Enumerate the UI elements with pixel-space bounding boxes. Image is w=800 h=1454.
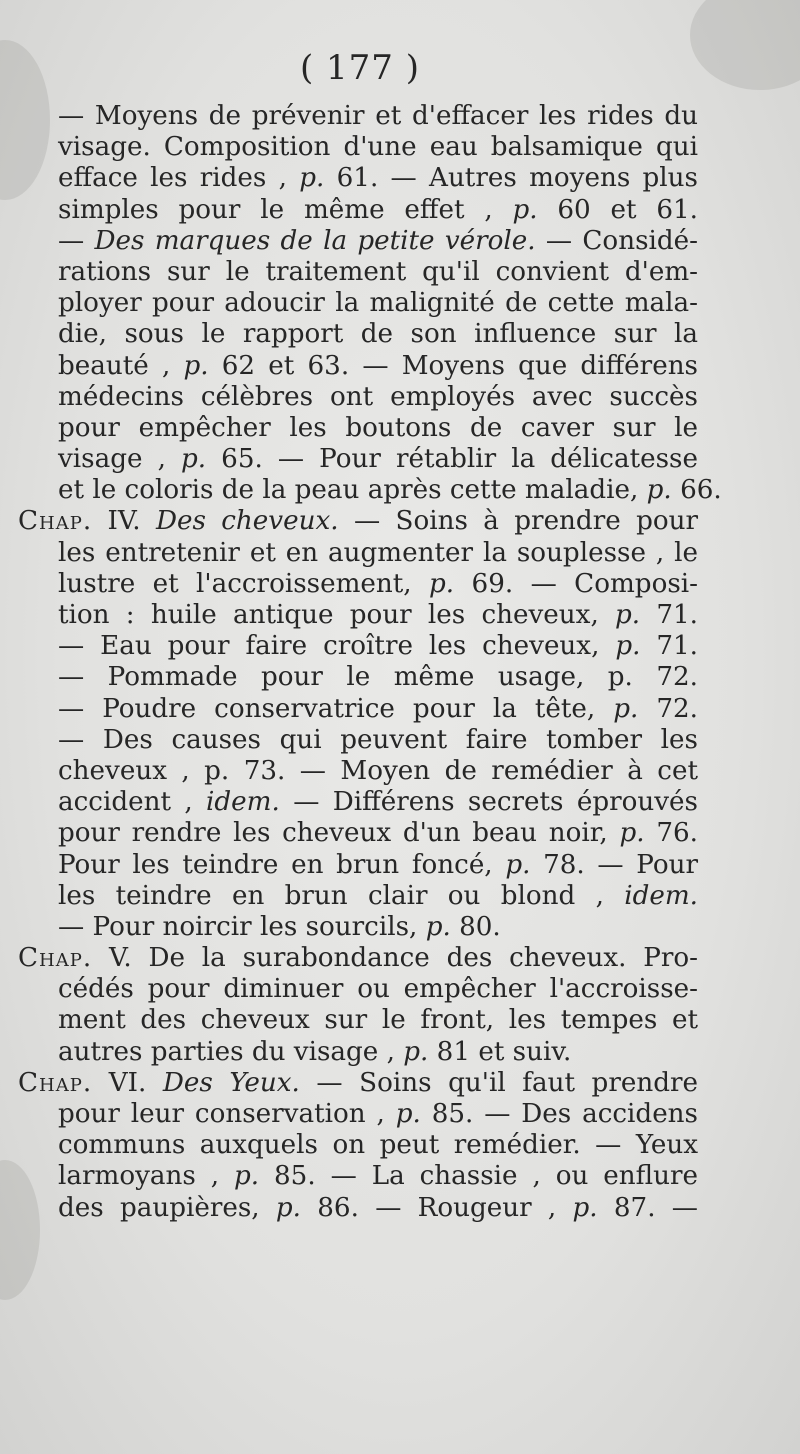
text-run: 71. <box>640 631 698 662</box>
italic-text: p. <box>619 818 645 849</box>
italic-text: p. <box>180 444 207 475</box>
text-run: simples pour le même effet , <box>58 194 513 225</box>
italic-text: p. <box>183 350 209 381</box>
text-run: les entretenir et en augmenter la souplesse , le <box>58 537 698 568</box>
text-line <box>58 444 698 475</box>
chapter-label: Chap. <box>18 506 93 537</box>
text-run: larmoyans , <box>58 1161 234 1192</box>
text-run: des paupières, <box>58 1192 276 1223</box>
chapter-label: Chap. <box>18 943 93 974</box>
text-line <box>58 787 698 818</box>
text-run: 71. <box>640 600 698 630</box>
text-run: Pour les teindre en brun foncé, <box>58 849 506 880</box>
italic-text: p. <box>512 194 538 225</box>
text-run: efface les rides , <box>58 163 300 194</box>
text-run: lustre et l'accroissement, <box>58 568 430 599</box>
text-run: visage. Composition d'une eau balsamique qui <box>58 132 698 163</box>
text-line <box>58 662 698 693</box>
text-run: et le coloris de la peau après cette maladie, <box>58 475 647 506</box>
text-run: — Soins qu'il faut prendre <box>299 1067 698 1098</box>
italic-text: p. <box>613 693 639 724</box>
italic-text: Des Yeux. <box>162 1067 300 1098</box>
text-run: — Pour noircir les sourcils, <box>58 911 426 942</box>
text-run: rations sur le traitement qu'il convient d'em- <box>58 256 698 287</box>
text-run: communs auxquels on peut remédier. — Yeux <box>58 1130 698 1161</box>
text-line <box>58 850 698 881</box>
text-run: 86. — Rougeur , <box>301 1192 573 1223</box>
text-line <box>18 943 698 974</box>
text-line <box>58 974 698 1005</box>
text-line <box>58 1161 698 1192</box>
text-run: pour rendre les cheveux d'un beau noir, <box>58 818 620 849</box>
page-number: ( 177 ) <box>299 48 421 88</box>
text-run: — Moyens de prévenir et d'effacer les rides du <box>58 101 698 131</box>
italic-text: p. <box>572 1192 598 1223</box>
text-run: visage , <box>58 444 181 475</box>
text-line <box>58 912 698 943</box>
text-run: — Différens secrets éprouvés <box>279 787 698 818</box>
text-run: 61. — Autres moyens plus <box>324 163 698 194</box>
text-run: — <box>58 225 95 256</box>
text-run: 87. — <box>597 1192 698 1223</box>
text-run: beauté , <box>58 350 184 381</box>
text-run: 85. — La chassie , ou enflure <box>259 1161 698 1192</box>
text-line <box>58 569 698 600</box>
page-stain <box>0 1160 40 1300</box>
text-run: les teindre en brun clair ou blond , <box>58 880 625 911</box>
italic-text: Des marques de la petite vérole. <box>94 225 536 256</box>
italic-text: p. <box>395 1099 421 1129</box>
text-line <box>58 288 698 319</box>
text-line <box>58 1099 698 1130</box>
text-run: cédés pour diminuer ou empêcher l'accroisse- <box>58 974 698 1005</box>
text-line <box>58 1005 698 1036</box>
chapter-label: Chap. <box>18 1067 93 1098</box>
text-run: médecins célèbres ont employés avec succès <box>58 381 698 412</box>
text-run: tion : huile antique pour les cheveux, <box>58 600 616 630</box>
text-line <box>58 631 698 662</box>
text-run: — Considé- <box>535 225 698 256</box>
text-run: accident , <box>58 787 207 818</box>
text-run: ment des cheveux sur le front, les tempes et <box>58 1005 698 1036</box>
text-line <box>58 163 698 194</box>
text-run: 72. <box>638 693 698 724</box>
italic-text: p. <box>299 163 325 194</box>
text-line <box>58 881 698 912</box>
italic-text: p. <box>505 849 531 880</box>
text-run: — Des causes qui peuvent faire tomber les <box>58 724 698 755</box>
text-line <box>58 694 698 725</box>
italic-text: p. <box>403 1036 429 1067</box>
text-line <box>58 600 698 631</box>
italic-text: p. <box>425 911 451 942</box>
text-run: pour leur conservation , <box>58 1099 396 1129</box>
text-line <box>58 1130 698 1161</box>
italic-text: p. <box>234 1161 260 1192</box>
italic-text: p. <box>429 568 455 599</box>
italic-text: p. <box>615 631 641 662</box>
text-line <box>58 351 698 382</box>
text-line <box>58 475 722 506</box>
italic-text: p. <box>615 600 641 630</box>
text-run: — Soins à prendre pour <box>338 506 699 537</box>
text-line <box>58 725 698 756</box>
text-line <box>58 257 698 288</box>
text-line <box>58 195 698 226</box>
text-line <box>18 1068 698 1099</box>
italic-text: p. <box>275 1192 301 1223</box>
italic-text: idem. <box>206 787 280 818</box>
text-run: 69. — Composi- <box>454 568 698 599</box>
text-line <box>58 382 698 413</box>
text-run: autres parties du visage , <box>58 1036 404 1067</box>
text-run: 81 et suiv. <box>428 1036 572 1067</box>
text-run: — Eau pour faire croître les cheveux, <box>58 631 616 662</box>
italic-text: p. <box>646 475 672 506</box>
text-line <box>58 319 698 350</box>
text-run: pour empêcher les boutons de caver sur le <box>58 412 698 443</box>
text-run: 80. <box>450 911 501 942</box>
text-run: — Poudre conservatrice pour la tête, <box>58 693 614 724</box>
text-run: 66. <box>671 475 722 506</box>
text-run: 65. — Pour rétablir la délicatesse <box>206 444 698 475</box>
text-run: VI. <box>92 1067 163 1098</box>
text-run: IV. <box>92 506 156 537</box>
text-line <box>58 101 698 132</box>
text-run: cheveux , p. 73. — Moyen de remédier à cet <box>58 755 698 786</box>
text-line <box>18 506 698 537</box>
italic-text: idem. <box>624 880 698 911</box>
text-run: 78. — Pour <box>530 849 698 880</box>
text-run: 85. — Des accidens <box>420 1099 698 1129</box>
text-run: V. De la surabondance des cheveux. Pro- <box>92 943 698 974</box>
italic-text: Des cheveux. <box>155 506 339 537</box>
text-line <box>58 132 698 163</box>
text-run: 62 et 63. — Moyens que différens <box>208 350 698 381</box>
body-text <box>18 101 722 1224</box>
text-run: — Pommade pour le même usage, p. 72. <box>58 662 698 693</box>
text-run: die, sous le rapport de son influence sur la <box>58 319 698 350</box>
text-run: 60 et 61. <box>537 194 698 225</box>
text-line <box>58 226 698 257</box>
text-run: ployer pour adoucir la malignité de cette mala- <box>58 288 698 319</box>
text-line <box>58 818 698 849</box>
text-line <box>58 756 698 787</box>
text-line <box>58 538 698 569</box>
text-line <box>58 1037 698 1068</box>
text-line <box>58 1193 698 1224</box>
text-run: 76. <box>644 818 698 849</box>
text-line <box>58 413 698 444</box>
